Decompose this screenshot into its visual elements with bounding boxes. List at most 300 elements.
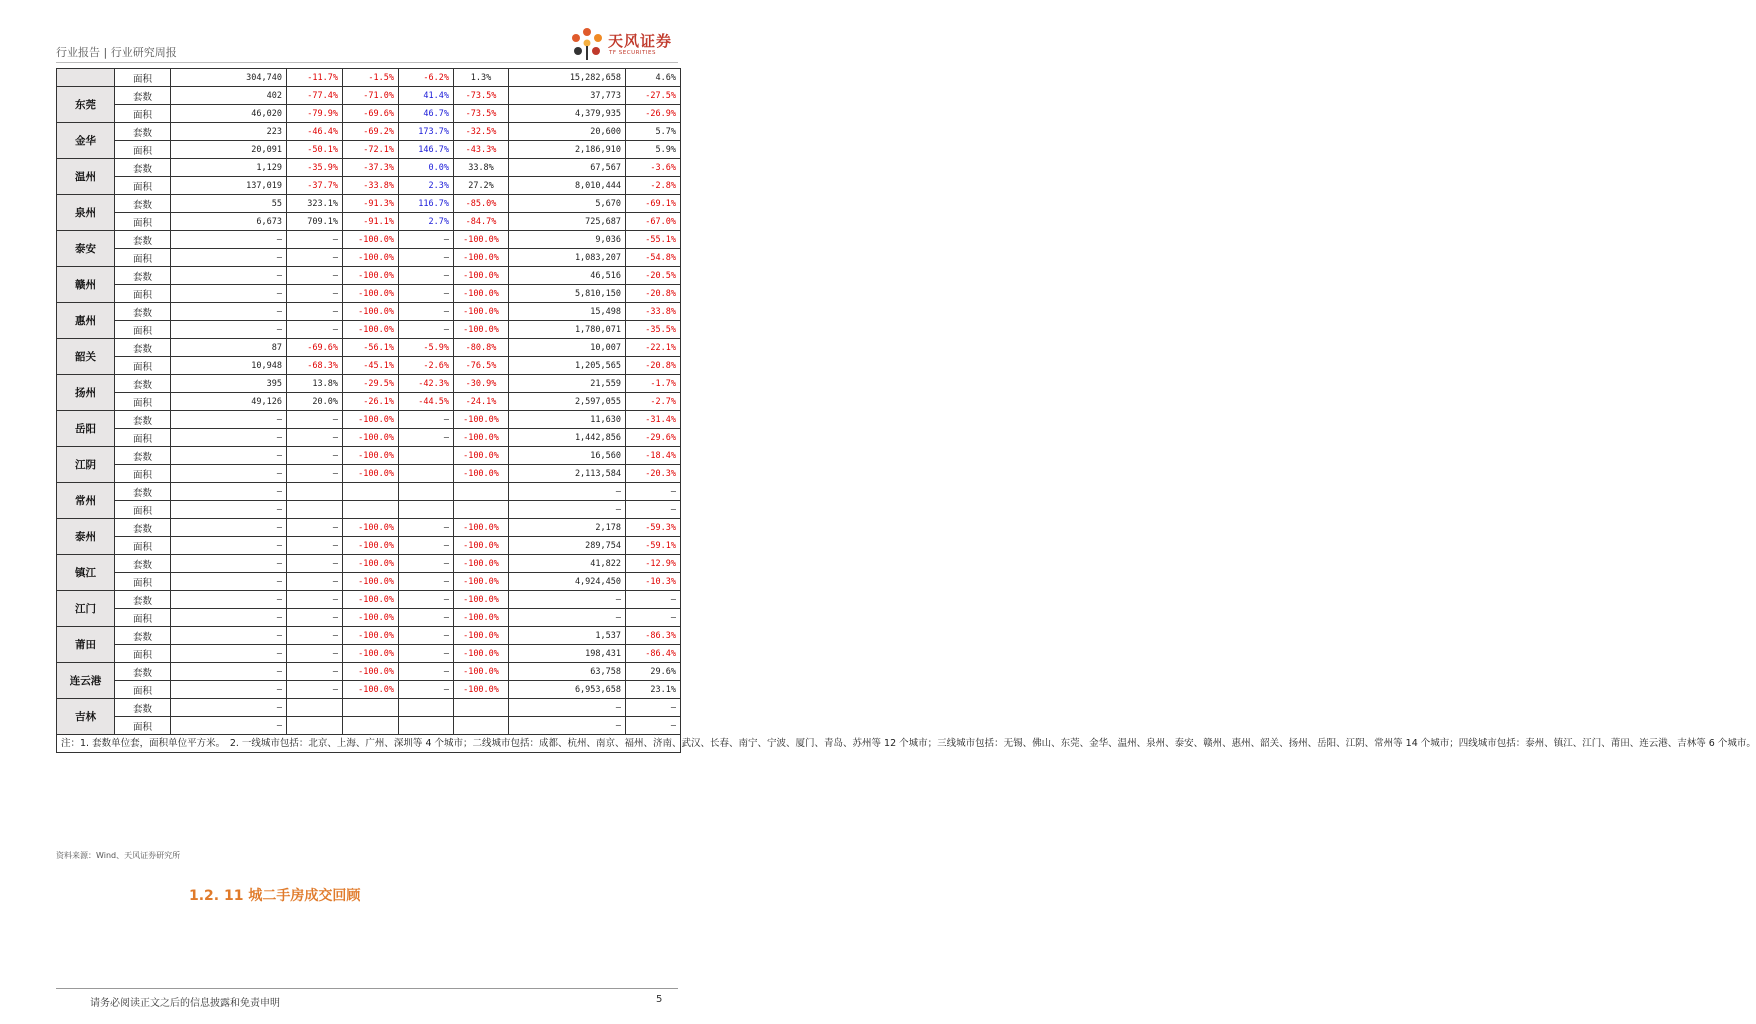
change-cell: 323.1% (287, 195, 343, 213)
table-row (57, 699, 681, 717)
change-cell: -100.0% (343, 429, 399, 447)
table-row (57, 339, 681, 357)
change-cell: – (626, 501, 681, 519)
change-cell (287, 501, 343, 519)
change-cell: -10.3% (626, 573, 681, 591)
table-row (57, 537, 681, 555)
cumulative-value-cell: 198,431 (509, 645, 626, 663)
metric-cell: 面积 (115, 537, 171, 555)
cumulative-value-cell: 21,559 (509, 375, 626, 393)
change-cell: -91.3% (343, 195, 399, 213)
change-cell: – (399, 537, 454, 555)
change-cell (343, 501, 399, 519)
cumulative-value-cell: 2,186,910 (509, 141, 626, 159)
value-cell: – (171, 573, 287, 591)
value-cell: 46,020 (171, 105, 287, 123)
section-heading: 1.2. 11 城二手房成交回顾 (189, 888, 361, 904)
change-cell (287, 699, 343, 717)
footer-divider (56, 988, 678, 989)
change-cell (454, 699, 509, 717)
change-cell: -1.7% (626, 375, 681, 393)
city-name-cell: 江阴 (57, 447, 115, 483)
change-cell: -69.6% (343, 105, 399, 123)
change-cell: 13.8% (287, 375, 343, 393)
brand-logo (568, 24, 678, 64)
metric-cell: 面积 (115, 141, 171, 159)
change-cell: -100.0% (454, 537, 509, 555)
change-cell: – (287, 285, 343, 303)
change-cell: -20.8% (626, 285, 681, 303)
value-cell: – (171, 447, 287, 465)
change-cell: -31.4% (626, 411, 681, 429)
change-cell: -100.0% (454, 267, 509, 285)
value-cell: – (171, 519, 287, 537)
cumulative-value-cell: 289,754 (509, 537, 626, 555)
change-cell: – (399, 609, 454, 627)
change-cell: – (287, 663, 343, 681)
value-cell: 1,129 (171, 159, 287, 177)
change-cell: -26.1% (343, 393, 399, 411)
city-name-cell: 常州 (57, 483, 115, 519)
change-cell: -59.1% (626, 537, 681, 555)
table-row (57, 663, 681, 681)
value-cell: 55 (171, 195, 287, 213)
change-cell: -22.1% (626, 339, 681, 357)
change-cell: -32.5% (454, 123, 509, 141)
metric-cell: 套数 (115, 663, 171, 681)
change-cell: -100.0% (343, 609, 399, 627)
table-row (57, 357, 681, 375)
table-row (57, 123, 681, 141)
data-source: 资料来源：Wind、天风证券研究所 (56, 851, 181, 860)
change-cell: -100.0% (454, 627, 509, 645)
cumulative-value-cell: 5,670 (509, 195, 626, 213)
change-cell: -100.0% (343, 573, 399, 591)
change-cell: – (287, 573, 343, 591)
cumulative-value-cell: 1,442,856 (509, 429, 626, 447)
change-cell: -67.0% (626, 213, 681, 231)
table-row (57, 375, 681, 393)
change-cell: -68.3% (287, 357, 343, 375)
change-cell: -85.0% (454, 195, 509, 213)
metric-cell: 面积 (115, 213, 171, 231)
change-cell: -100.0% (454, 573, 509, 591)
change-cell: -1.5% (343, 69, 399, 87)
change-cell: – (626, 609, 681, 627)
change-cell: -100.0% (454, 285, 509, 303)
value-cell: – (171, 537, 287, 555)
city-name-cell: 泰州 (57, 519, 115, 555)
change-cell: -79.9% (287, 105, 343, 123)
report-type-label: 行业报告 | 行业研究周报 (56, 46, 177, 59)
metric-cell: 套数 (115, 339, 171, 357)
change-cell: -100.0% (454, 663, 509, 681)
change-cell: – (287, 627, 343, 645)
change-cell: – (287, 555, 343, 573)
metric-cell: 套数 (115, 699, 171, 717)
table-row (57, 573, 681, 591)
change-cell: 20.0% (287, 393, 343, 411)
table-row (57, 411, 681, 429)
change-cell: -100.0% (454, 447, 509, 465)
change-cell: -76.5% (454, 357, 509, 375)
change-cell: – (399, 519, 454, 537)
change-cell: – (399, 411, 454, 429)
metric-cell: 面积 (115, 105, 171, 123)
cumulative-value-cell: 67,567 (509, 159, 626, 177)
change-cell: -91.1% (343, 213, 399, 231)
change-cell: 33.8% (454, 159, 509, 177)
value-cell: 137,019 (171, 177, 287, 195)
value-cell: – (171, 321, 287, 339)
change-cell: – (399, 429, 454, 447)
value-cell: 10,948 (171, 357, 287, 375)
city-name-cell: 扬州 (57, 375, 115, 411)
value-cell: 49,126 (171, 393, 287, 411)
value-cell: 395 (171, 375, 287, 393)
change-cell: -100.0% (343, 555, 399, 573)
change-cell: -100.0% (343, 465, 399, 483)
change-cell: – (399, 591, 454, 609)
cumulative-value-cell: – (509, 591, 626, 609)
metric-cell: 套数 (115, 231, 171, 249)
change-cell: -35.5% (626, 321, 681, 339)
value-cell: – (171, 627, 287, 645)
table-row (57, 321, 681, 339)
metric-cell: 面积 (115, 465, 171, 483)
change-cell: -43.3% (454, 141, 509, 159)
change-cell: -45.1% (343, 357, 399, 375)
change-cell (399, 483, 454, 501)
change-cell: – (399, 303, 454, 321)
change-cell: -18.4% (626, 447, 681, 465)
change-cell: -100.0% (454, 645, 509, 663)
header-divider (56, 62, 678, 63)
change-cell: -100.0% (454, 303, 509, 321)
change-cell: -77.4% (287, 87, 343, 105)
value-cell: – (171, 249, 287, 267)
city-name-cell: 金华 (57, 123, 115, 159)
cumulative-value-cell: 8,010,444 (509, 177, 626, 195)
change-cell: – (399, 267, 454, 285)
city-name-cell: 泰安 (57, 231, 115, 267)
table-row (57, 609, 681, 627)
change-cell: – (399, 681, 454, 699)
value-cell: – (171, 231, 287, 249)
change-cell: – (399, 645, 454, 663)
table-row (57, 231, 681, 249)
change-cell: 23.1% (626, 681, 681, 699)
change-cell: -100.0% (454, 231, 509, 249)
change-cell: -100.0% (343, 285, 399, 303)
table-row (57, 285, 681, 303)
change-cell: -5.9% (399, 339, 454, 357)
city-name-cell: 江门 (57, 591, 115, 627)
table-note: 注：1. 套数单位套，面积单位平方米。 2. 一线城市包括：北京、上海、广州、深圳等 4 个城市；二线城市包括：成都、杭州、南京、福州、济南、武汉、长春、南宁、宁波、厦门、青岛、苏州等 12 个城市；三线城市包括：无锡、佛山、东莞、金华、温州、泉州、泰安、赣州、惠州、韶关、扬州、岳阳、江阴、常州等 14 个城市；四线城市包括：泰州、镇江、江门、莆田、连云港、吉林等 6 个城市。 (57, 735, 681, 753)
change-cell: -100.0% (454, 609, 509, 627)
change-cell: -3.6% (626, 159, 681, 177)
table-row (57, 213, 681, 231)
table-row (57, 555, 681, 573)
change-cell: -100.0% (343, 519, 399, 537)
table-row (57, 717, 681, 735)
change-cell: – (626, 717, 681, 735)
change-cell: – (399, 663, 454, 681)
change-cell: -59.3% (626, 519, 681, 537)
change-cell: – (399, 321, 454, 339)
city-name-cell: 惠州 (57, 303, 115, 339)
change-cell: – (626, 699, 681, 717)
metric-cell: 面积 (115, 393, 171, 411)
change-cell: – (287, 429, 343, 447)
change-cell (287, 717, 343, 735)
change-cell (399, 699, 454, 717)
change-cell: -55.1% (626, 231, 681, 249)
metric-cell: 面积 (115, 285, 171, 303)
change-cell: -100.0% (454, 555, 509, 573)
change-cell: -73.5% (454, 105, 509, 123)
change-cell: -100.0% (343, 537, 399, 555)
change-cell: – (399, 249, 454, 267)
change-cell: – (287, 681, 343, 699)
cumulative-value-cell: 15,498 (509, 303, 626, 321)
metric-cell: 面积 (115, 321, 171, 339)
change-cell: -2.8% (626, 177, 681, 195)
change-cell: -100.0% (454, 249, 509, 267)
metric-cell: 面积 (115, 429, 171, 447)
change-cell: -35.9% (287, 159, 343, 177)
change-cell: 709.1% (287, 213, 343, 231)
city-name-cell (57, 69, 115, 87)
change-cell: – (399, 285, 454, 303)
change-cell: – (399, 627, 454, 645)
cumulative-value-cell: – (509, 501, 626, 519)
value-cell: – (171, 681, 287, 699)
city-name-cell: 连云港 (57, 663, 115, 699)
metric-cell: 面积 (115, 501, 171, 519)
value-cell: – (171, 501, 287, 519)
cumulative-value-cell: 1,780,071 (509, 321, 626, 339)
change-cell: -69.6% (287, 339, 343, 357)
change-cell: – (287, 321, 343, 339)
change-cell (343, 699, 399, 717)
change-cell: -6.2% (399, 69, 454, 87)
table-note-row (57, 735, 681, 753)
change-cell: -100.0% (343, 627, 399, 645)
city-name-cell: 镇江 (57, 555, 115, 591)
secondary-cities-transaction-table (56, 68, 1756, 753)
change-cell: -11.7% (287, 69, 343, 87)
change-cell: -100.0% (343, 267, 399, 285)
change-cell: -33.8% (343, 177, 399, 195)
cumulative-value-cell: 1,205,565 (509, 357, 626, 375)
change-cell: -100.0% (454, 321, 509, 339)
change-cell: – (287, 537, 343, 555)
change-cell: -69.2% (343, 123, 399, 141)
change-cell: 5.7% (626, 123, 681, 141)
change-cell: -100.0% (343, 447, 399, 465)
table-row (57, 645, 681, 663)
change-cell: – (287, 519, 343, 537)
cumulative-value-cell: 2,597,055 (509, 393, 626, 411)
table-row (57, 591, 681, 609)
change-cell: -29.6% (626, 429, 681, 447)
change-cell: -100.0% (454, 519, 509, 537)
cumulative-value-cell: 725,687 (509, 213, 626, 231)
change-cell: 2.7% (399, 213, 454, 231)
change-cell: -100.0% (454, 591, 509, 609)
city-name-cell: 莆田 (57, 627, 115, 663)
change-cell: -24.1% (454, 393, 509, 411)
change-cell: 116.7% (399, 195, 454, 213)
metric-cell: 套数 (115, 411, 171, 429)
change-cell: -12.9% (626, 555, 681, 573)
change-cell (343, 483, 399, 501)
cumulative-value-cell: 4,379,935 (509, 105, 626, 123)
change-cell: – (626, 591, 681, 609)
city-name-cell: 东莞 (57, 87, 115, 123)
change-cell: -26.9% (626, 105, 681, 123)
cumulative-value-cell: 46,516 (509, 267, 626, 285)
change-cell: – (287, 447, 343, 465)
value-cell: 20,091 (171, 141, 287, 159)
change-cell: -100.0% (454, 681, 509, 699)
cumulative-value-cell: 20,600 (509, 123, 626, 141)
value-cell: – (171, 483, 287, 501)
change-cell: -46.4% (287, 123, 343, 141)
table-row (57, 177, 681, 195)
change-cell: -2.7% (626, 393, 681, 411)
table-row (57, 501, 681, 519)
change-cell: -42.3% (399, 375, 454, 393)
cumulative-value-cell: 16,560 (509, 447, 626, 465)
change-cell: -100.0% (454, 411, 509, 429)
cumulative-value-cell: 6,953,658 (509, 681, 626, 699)
change-cell: 1.3% (454, 69, 509, 87)
change-cell: -100.0% (343, 231, 399, 249)
change-cell (454, 483, 509, 501)
value-cell: – (171, 591, 287, 609)
change-cell: 46.7% (399, 105, 454, 123)
cumulative-value-cell: 9,036 (509, 231, 626, 249)
change-cell: -56.1% (343, 339, 399, 357)
metric-cell: 面积 (115, 69, 171, 87)
change-cell (287, 483, 343, 501)
change-cell: -100.0% (343, 681, 399, 699)
change-cell: – (399, 231, 454, 249)
change-cell: – (399, 573, 454, 591)
change-cell (399, 717, 454, 735)
change-cell: -20.3% (626, 465, 681, 483)
value-cell: 223 (171, 123, 287, 141)
change-cell: -30.9% (454, 375, 509, 393)
value-cell: 87 (171, 339, 287, 357)
table-row (57, 87, 681, 105)
change-cell (399, 447, 454, 465)
change-cell: -100.0% (454, 429, 509, 447)
change-cell: – (287, 249, 343, 267)
metric-cell: 面积 (115, 573, 171, 591)
change-cell: – (626, 483, 681, 501)
table-row (57, 465, 681, 483)
value-cell: – (171, 555, 287, 573)
cumulative-value-cell: 1,537 (509, 627, 626, 645)
change-cell: -37.3% (343, 159, 399, 177)
value-cell: 304,740 (171, 69, 287, 87)
change-cell: – (287, 267, 343, 285)
change-cell: -86.4% (626, 645, 681, 663)
page-number: 5 (656, 994, 663, 1005)
table-row (57, 393, 681, 411)
change-cell: 27.2% (454, 177, 509, 195)
table-row (57, 249, 681, 267)
change-cell: -20.5% (626, 267, 681, 285)
value-cell: – (171, 645, 287, 663)
metric-cell: 套数 (115, 195, 171, 213)
metric-cell: 面积 (115, 609, 171, 627)
cumulative-value-cell: – (509, 699, 626, 717)
city-name-cell: 泉州 (57, 195, 115, 231)
cumulative-value-cell: 1,083,207 (509, 249, 626, 267)
table-row (57, 483, 681, 501)
cumulative-value-cell: 11,630 (509, 411, 626, 429)
value-cell: – (171, 663, 287, 681)
change-cell: – (287, 609, 343, 627)
table-row (57, 267, 681, 285)
city-name-cell: 赣州 (57, 267, 115, 303)
value-cell: – (171, 609, 287, 627)
change-cell (343, 717, 399, 735)
change-cell: -100.0% (343, 321, 399, 339)
metric-cell: 套数 (115, 303, 171, 321)
metric-cell: 套数 (115, 267, 171, 285)
cumulative-value-cell: – (509, 609, 626, 627)
metric-cell: 面积 (115, 249, 171, 267)
value-cell: – (171, 429, 287, 447)
change-cell: – (399, 555, 454, 573)
change-cell: 4.6% (626, 69, 681, 87)
change-cell: 29.6% (626, 663, 681, 681)
change-cell: 41.4% (399, 87, 454, 105)
change-cell: -69.1% (626, 195, 681, 213)
footer-disclaimer: 请务必阅读正文之后的信息披露和免责申明 (90, 998, 280, 1009)
change-cell: -100.0% (343, 411, 399, 429)
cumulative-value-cell: 41,822 (509, 555, 626, 573)
change-cell: – (287, 303, 343, 321)
cumulative-value-cell: 5,810,150 (509, 285, 626, 303)
cumulative-value-cell: 4,924,450 (509, 573, 626, 591)
change-cell: 146.7% (399, 141, 454, 159)
cumulative-value-cell: 37,773 (509, 87, 626, 105)
city-name-cell: 韶关 (57, 339, 115, 375)
change-cell: 173.7% (399, 123, 454, 141)
change-cell: -100.0% (343, 303, 399, 321)
metric-cell: 面积 (115, 645, 171, 663)
value-cell: – (171, 285, 287, 303)
change-cell: 0.0% (399, 159, 454, 177)
value-cell: – (171, 303, 287, 321)
cumulative-value-cell: – (509, 717, 626, 735)
cumulative-value-cell: 10,007 (509, 339, 626, 357)
change-cell: – (287, 465, 343, 483)
change-cell: – (287, 411, 343, 429)
metric-cell: 套数 (115, 483, 171, 501)
metric-cell: 套数 (115, 447, 171, 465)
brand-name-cn: 天风证券 (608, 32, 673, 50)
change-cell: -86.3% (626, 627, 681, 645)
table-row (57, 303, 681, 321)
change-cell: -2.6% (399, 357, 454, 375)
